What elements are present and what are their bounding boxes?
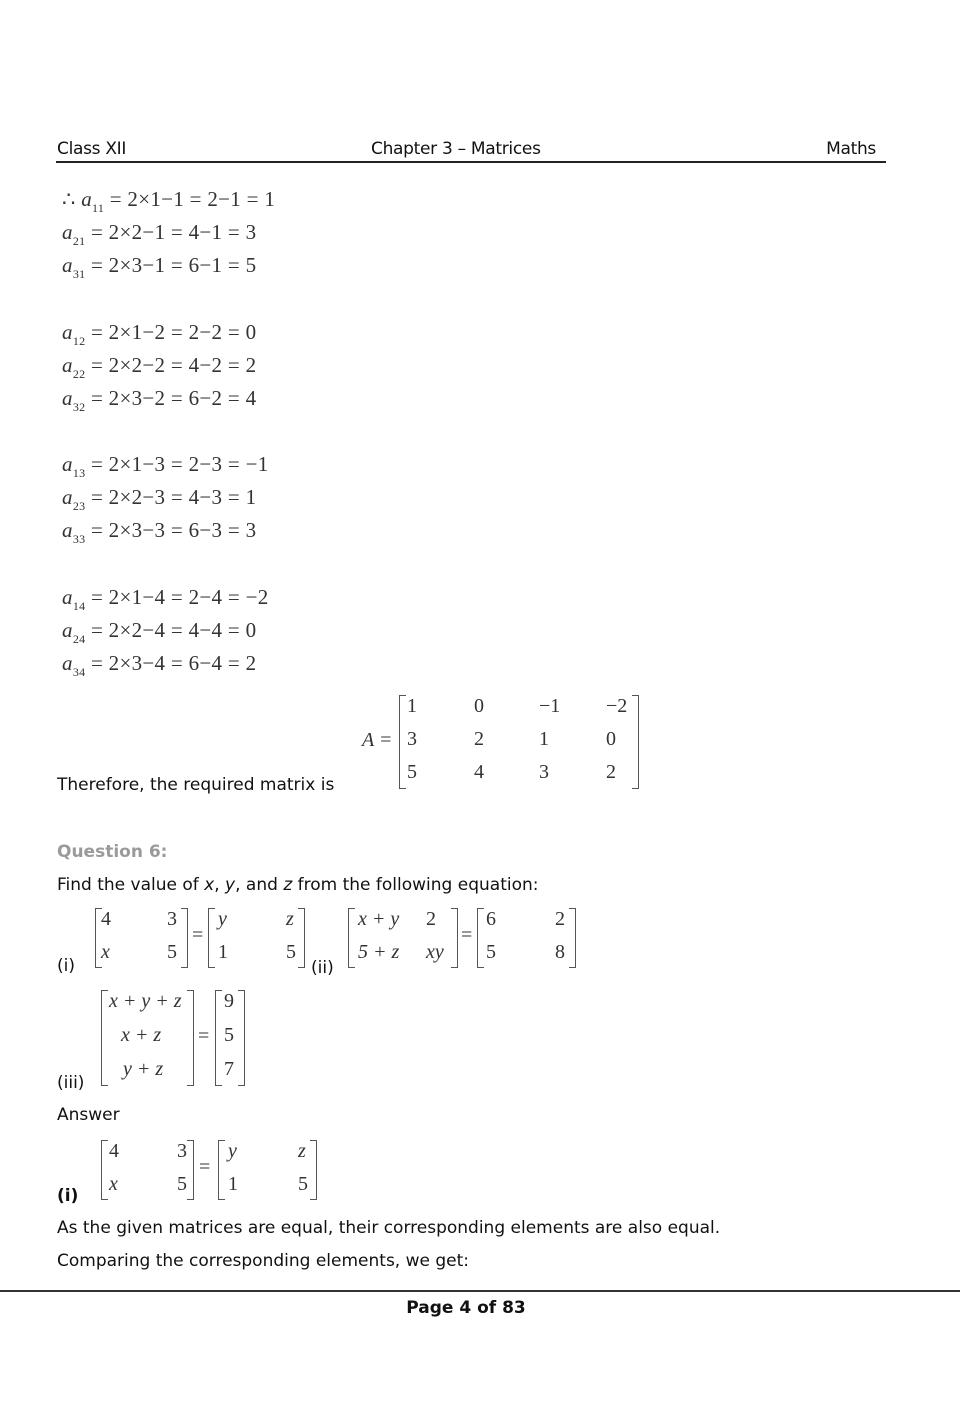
header-subject: Maths bbox=[826, 139, 876, 159]
part-ii-rhs-matrix: 6 2 5 8 bbox=[477, 908, 576, 968]
equation-a21: $a_{21} = 2\times 2-1 = 4-1 = 3$ bbox=[62, 220, 257, 248]
answer-rhs-matrix: y z 1 5 bbox=[218, 1140, 317, 1200]
answer-part-i-label: (i) bbox=[57, 1186, 79, 1206]
footer-divider bbox=[0, 1290, 960, 1292]
part-iii-lhs-matrix: x + y + z x + z y + z bbox=[101, 990, 194, 1086]
question-prompt: Find the value of x, y, and z from the following equation: bbox=[57, 875, 539, 895]
equation-a11: ∴ $a_{11} = 2\times 1-1 = 2-1 = 1$ bbox=[62, 187, 276, 215]
equation-a14: $a_{14} = 2\times 1-4 = 2-4 = -2$ bbox=[62, 585, 269, 613]
equation-a33: $a_{33} = 2\times 3-3 = 6-3 = 3$ bbox=[62, 518, 257, 546]
equation-a12: $a_{12} = 2\times 1-2 = 2-2 = 0$ bbox=[62, 320, 257, 348]
result-text: Therefore, the required matrix is bbox=[57, 775, 335, 795]
part-ii-lhs-matrix: x + y 2 5 + z xy bbox=[348, 908, 458, 968]
equation-a32: $a_{32} = 2\times 3-2 = 6-2 = 4$ bbox=[62, 386, 257, 414]
question-heading: Question 6: bbox=[57, 842, 168, 862]
answer-lhs-matrix: 4 3 x 5 bbox=[101, 1140, 194, 1200]
equals-sign: = bbox=[198, 1025, 210, 1047]
equals-sign: = bbox=[461, 924, 473, 946]
matrix-label: A = bbox=[362, 729, 393, 751]
part-iii-rhs-matrix: 9 5 7 bbox=[215, 990, 245, 1086]
part-i-lhs-matrix: 4 3 x 5 bbox=[95, 908, 188, 968]
equation-a24: $a_{24} = 2\times 2-4 = 4-4 = 0$ bbox=[62, 618, 257, 646]
part-iii-label: (iii) bbox=[57, 1073, 85, 1093]
equals-sign: = bbox=[199, 1156, 211, 1178]
part-i-rhs-matrix: y z 1 5 bbox=[208, 908, 305, 968]
equals-sign: = bbox=[192, 924, 204, 946]
equation-a31: $a_{31} = 2\times 3-1 = 6-1 = 5$ bbox=[62, 253, 257, 281]
page-header bbox=[56, 139, 886, 163]
equation-a34: $a_{34} = 2\times 3-4 = 6-4 = 2$ bbox=[62, 651, 257, 679]
equation-a23: $a_{23} = 2\times 2-3 = 4-3 = 1$ bbox=[62, 485, 257, 513]
equation-a13: $a_{13} = 2\times 1-3 = 2-3 = -1$ bbox=[62, 452, 269, 480]
header-chapter: Chapter 3 – Matrices bbox=[371, 139, 541, 159]
result-matrix: 1 0 −1 −2 3 2 1 0 5 4 3 2 bbox=[399, 695, 639, 789]
header-class: Class XII bbox=[57, 139, 127, 159]
part-ii-label: (ii) bbox=[311, 958, 334, 978]
equation-a22: $a_{22} = 2\times 2-2 = 4-2 = 2$ bbox=[62, 353, 257, 381]
answer-heading: Answer bbox=[57, 1105, 120, 1125]
page-number: Page 4 of 83 bbox=[406, 1298, 526, 1318]
answer-line-1: As the given matrices are equal, their corresponding elements are also equal. bbox=[57, 1218, 721, 1238]
part-i-label: (i) bbox=[57, 956, 75, 976]
answer-line-2: Comparing the corresponding elements, we get: bbox=[57, 1251, 470, 1271]
